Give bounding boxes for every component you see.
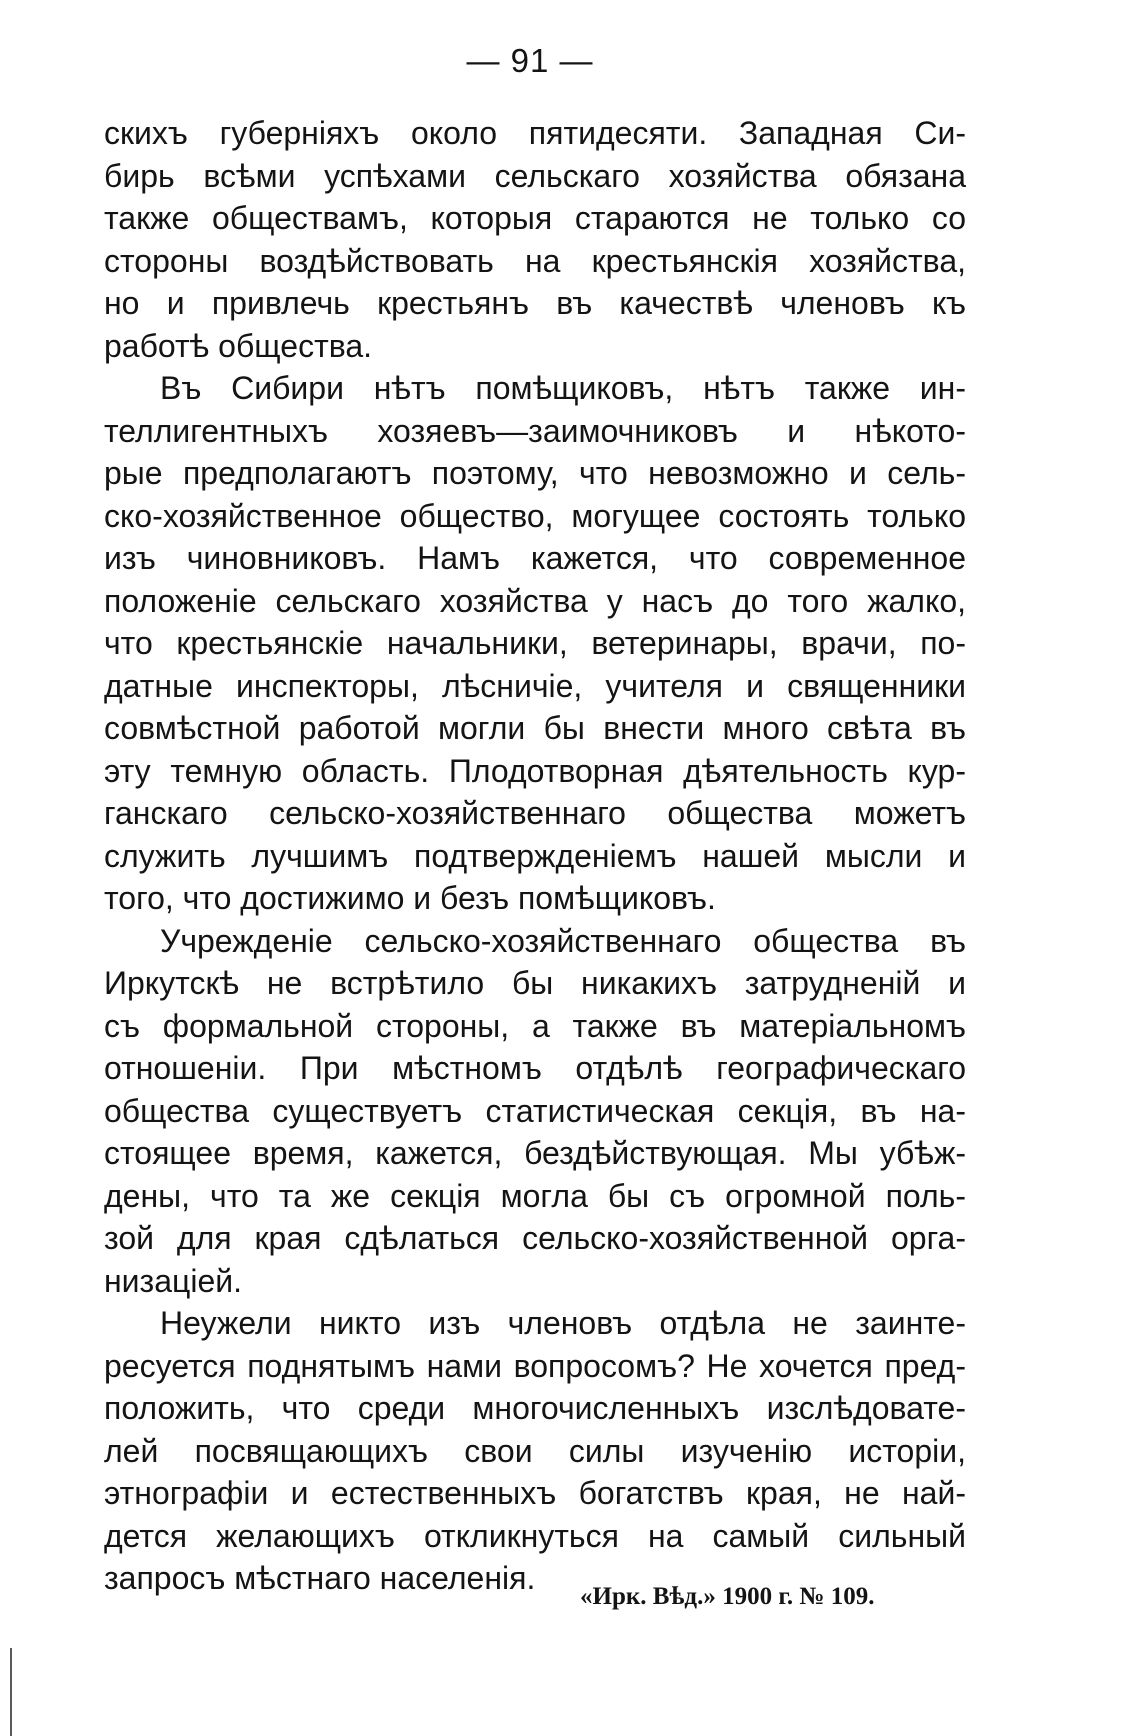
text-line: совмѣстной работой могли бы внести много свѣта въ [104, 710, 966, 746]
text-line: положить, что среди многочисленныхъ изслѣдовате- [104, 1390, 966, 1426]
text-line: этнографіи и естественныхъ богатствъ края, не най- [104, 1475, 966, 1511]
text-line: низаціей. [104, 1262, 243, 1299]
text-line: отношеніи. При мѣстномъ отдѣлѣ географическаго [104, 1050, 966, 1086]
text-line: также обществамъ, которыя стараются не только со [104, 200, 966, 236]
text-line: изъ чиновниковъ. Намъ кажется, что современное [104, 540, 966, 576]
text-line: ганскаго сельско-хозяйственнаго общества можетъ [104, 795, 966, 831]
text-line: ресуется поднятымъ нами вопросомъ? Не хочется пред- [104, 1347, 966, 1384]
text-line: ско-хозяйственное общество, могущее состоять только [104, 497, 966, 534]
paragraph-3 [104, 920, 966, 1303]
text-line: дены, что та же секція могла бы съ огромной поль- [104, 1177, 966, 1214]
scan-margin-line [10, 1648, 12, 1736]
page-number: — 91 — [466, 42, 594, 79]
text-line: служить лучшимъ подтвержденіемъ нашей мысли и [104, 837, 966, 874]
paragraph-1 [104, 112, 966, 367]
text-line: положеніе сельскаго хозяйства у насъ до того жалко, [104, 582, 966, 619]
text-line: что крестьянскіе начальники, ветеринары, врачи, по- [104, 625, 966, 661]
text-line: работѣ общества. [104, 327, 373, 364]
text-line: стоящее время, кажется, бездѣйствующая. Мы убѣж- [104, 1135, 966, 1171]
text-line: теллигентныхъ хозяевъ—заимочниковъ и нѣкото- [104, 412, 966, 449]
text-line: эту темную область. Плодотворная дѣятельность кур- [104, 752, 966, 789]
text-line: того, что достижимо и безъ помѣщиковъ. [104, 880, 716, 916]
text-line: общества существуетъ статистическая секція, въ на- [104, 1092, 966, 1129]
text-line: Учрежденіе сельско-хозяйственнаго общества въ [160, 922, 966, 959]
text-line: Неужели никто изъ членовъ отдѣла не заинте- [160, 1305, 966, 1341]
paragraph-2 [104, 367, 966, 920]
text-line: лей посвящающихъ свои силы изученію исторіи, [104, 1432, 966, 1469]
text-line: бирь всѣми успѣхами сельскаго хозяйства обязана [104, 157, 966, 194]
text-line: Иркутскѣ не встрѣтило бы никакихъ затрудненій и [104, 965, 966, 1001]
text-line: рые предполагаютъ поэтому, что невозможно и сель- [104, 455, 966, 491]
text-line: Въ Сибири нѣтъ помѣщиковъ, нѣтъ также ин- [160, 370, 966, 406]
text-line: скихъ губерніяхъ около пятидесяти. Западная Си- [104, 115, 966, 151]
source-citation: «Ирк. Вѣд.» 1900 г. № 109. [580, 1583, 875, 1610]
text-line: но и привлечь крестьянъ въ качествѣ членовъ къ [104, 285, 966, 321]
text-line: запросъ мѣстнаго населенія. [104, 1560, 536, 1596]
text-line: дется желающихъ откликнуться на самый сильный [104, 1517, 966, 1554]
text-line: датные инспекторы, лѣсничіе, учителя и священники [104, 667, 966, 704]
text-line: зой для края сдѣлаться сельско-хозяйственной орга- [104, 1220, 966, 1256]
text-line: стороны воздѣйствовать на крестьянскія хозяйства, [104, 242, 966, 279]
text-line: съ формальной стороны, а также въ матеріальномъ [104, 1007, 966, 1044]
article-body [104, 112, 966, 1600]
paragraph-4 [104, 1302, 966, 1600]
